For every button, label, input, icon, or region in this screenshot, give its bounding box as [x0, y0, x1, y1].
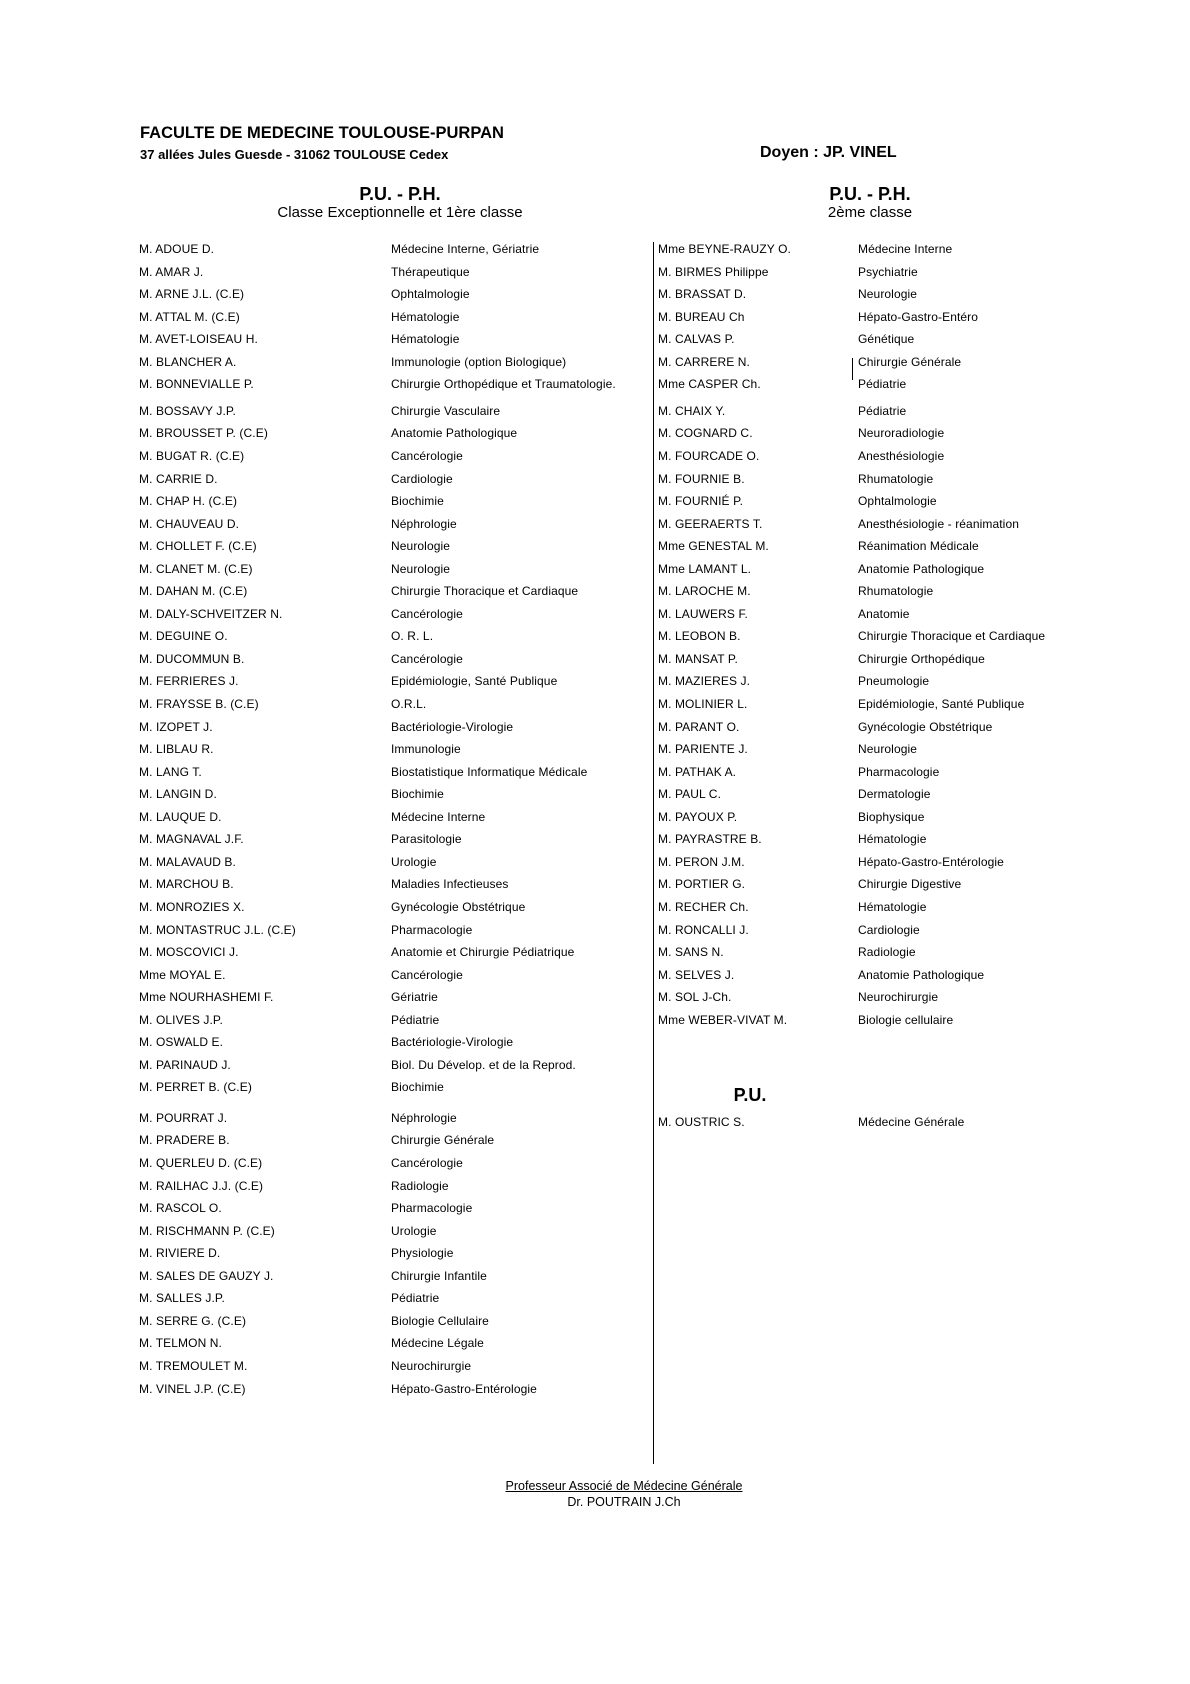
- staff-specialty: Psychiatrie: [858, 265, 918, 279]
- staff-row: [658, 966, 1078, 984]
- staff-specialty: Néphrologie: [391, 1111, 457, 1125]
- staff-specialty: Radiologie: [858, 945, 916, 959]
- staff-name: M. DEGUINE O.: [139, 629, 228, 643]
- staff-row: [139, 560, 649, 578]
- staff-name: Mme BEYNE-RAUZY O.: [658, 242, 791, 256]
- staff-name: M. FOURCADE O.: [658, 449, 760, 463]
- staff-name: M. BOSSAVY J.P.: [139, 404, 236, 418]
- staff-name: M. GEERAERTS T.: [658, 517, 763, 531]
- staff-specialty: Cancérologie: [391, 607, 463, 621]
- staff-name: M. LAUQUE D.: [139, 810, 222, 824]
- staff-specialty: Bactériologie-Virologie: [391, 720, 514, 734]
- staff-specialty: Anatomie Pathologique: [858, 968, 985, 982]
- staff-specialty: Médecine Interne: [858, 242, 953, 256]
- staff-name: M. SALES DE GAUZY J.: [139, 1269, 274, 1283]
- staff-specialty: Neurochirurgie: [858, 990, 939, 1004]
- staff-specialty: Thérapeutique: [391, 265, 470, 279]
- staff-specialty: Immunologie: [391, 742, 461, 756]
- staff-row: [658, 470, 1078, 488]
- staff-name: M. ADOUE D.: [139, 242, 215, 256]
- staff-specialty: Maladies Infectieuses: [391, 877, 509, 891]
- staff-name: M. PARANT O.: [658, 720, 740, 734]
- staff-name: M. MONTASTRUC J.L. (C.E): [139, 923, 296, 937]
- staff-row: [139, 537, 649, 555]
- staff-row: [139, 1033, 649, 1051]
- staff-row: [139, 988, 649, 1006]
- staff-specialty: Anatomie Pathologique: [858, 562, 985, 576]
- staff-name: Mme NOURHASHEMI F.: [139, 990, 274, 1004]
- staff-specialty: Neurologie: [391, 539, 451, 553]
- staff-specialty: Pédiatrie: [858, 404, 907, 418]
- staff-row: [658, 695, 1078, 713]
- staff-name: M. CALVAS P.: [658, 332, 735, 346]
- staff-name: M. MARCHOU B.: [139, 877, 234, 891]
- staff-row: [658, 853, 1078, 871]
- staff-row: [139, 375, 649, 393]
- staff-name: M. MAGNAVAL J.F.: [139, 832, 244, 846]
- staff-specialty: Pharmacologie: [391, 923, 473, 937]
- staff-name: M. BROUSSET P. (C.E): [139, 426, 268, 440]
- pu-section-title: P.U.: [733, 1085, 767, 1105]
- staff-name: M. CLANET M. (C.E): [139, 562, 253, 576]
- staff-row: [139, 1011, 649, 1029]
- staff-specialty: Pédiatrie: [858, 377, 907, 391]
- staff-specialty: Médecine Générale: [858, 1115, 965, 1129]
- staff-name: M. CARRERE N.: [658, 355, 750, 369]
- staff-name: M. MAZIERES J.: [658, 674, 751, 688]
- staff-row: [139, 1312, 649, 1330]
- staff-specialty: Biologie cellulaire: [858, 1013, 954, 1027]
- staff-specialty: Réanimation Médicale: [858, 539, 979, 553]
- footer-title: Professeur Associé de Médecine Générale: [505, 1479, 743, 1493]
- staff-specialty: Biochimie: [391, 494, 444, 508]
- staff-row: [658, 898, 1078, 916]
- faculty-address: 37 allées Jules Guesde - 31062 TOULOUSE Cedex: [140, 147, 449, 162]
- staff-specialty: Néphrologie: [391, 517, 457, 531]
- staff-specialty: Génétique: [858, 332, 915, 346]
- staff-row: [139, 263, 649, 281]
- staff-specialty: Biochimie: [391, 1080, 444, 1094]
- staff-specialty: Gériatrie: [391, 990, 438, 1004]
- staff-row: [658, 263, 1078, 281]
- staff-specialty: Urologie: [391, 855, 437, 869]
- staff-specialty: Anesthésiologie - réanimation: [858, 517, 1019, 531]
- staff-specialty: Cancérologie: [391, 1156, 463, 1170]
- staff-row: [139, 672, 649, 690]
- staff-row: [658, 285, 1078, 303]
- staff-row: [139, 605, 649, 623]
- staff-name: M. CHAP H. (C.E): [139, 494, 238, 508]
- staff-specialty: O.R.L.: [391, 697, 427, 711]
- staff-row: [658, 740, 1078, 758]
- staff-row: [139, 943, 649, 961]
- staff-specialty: Cancérologie: [391, 449, 463, 463]
- staff-specialty: Anatomie Pathologique: [391, 426, 518, 440]
- staff-row: [658, 808, 1078, 826]
- staff-row: [658, 515, 1078, 533]
- staff-specialty: Hépato-Gastro-Entérologie: [391, 1382, 537, 1396]
- staff-name: M. SERRE G. (C.E): [139, 1314, 247, 1328]
- staff-name: M. BLANCHER A.: [139, 355, 237, 369]
- staff-row: [139, 718, 649, 736]
- staff-specialty: Chirurgie Infantile: [391, 1269, 487, 1283]
- staff-name: M. MOLINIER L.: [658, 697, 748, 711]
- staff-specialty: Chirurgie Orthopédique: [858, 652, 985, 666]
- staff-name: M. VINEL J.P. (C.E): [139, 1382, 246, 1396]
- staff-row: [139, 330, 649, 348]
- staff-name: M. FOURNIE B.: [658, 472, 745, 486]
- staff-specialty: Immunologie (option Biologique): [391, 355, 567, 369]
- staff-row: [658, 240, 1078, 258]
- staff-name: M. DAHAN M. (C.E): [139, 584, 248, 598]
- staff-specialty: Biol. Du Dévelop. et de la Reprod.: [391, 1058, 576, 1072]
- staff-specialty: Epidémiologie, Santé Publique: [858, 697, 1025, 711]
- staff-row: [658, 763, 1078, 781]
- staff-name: M. PATHAK A.: [658, 765, 737, 779]
- staff-row: [658, 492, 1078, 510]
- staff-name: M. RECHER Ch.: [658, 900, 749, 914]
- staff-row: [139, 1056, 649, 1074]
- staff-name: Mme LAMANT L.: [658, 562, 752, 576]
- staff-name: M. MANSAT P.: [658, 652, 738, 666]
- staff-specialty: Pédiatrie: [391, 1291, 440, 1305]
- staff-row: [139, 1078, 649, 1096]
- staff-row: [139, 492, 649, 510]
- staff-row: [139, 1244, 649, 1262]
- staff-specialty: Chirurgie Thoracique et Cardiaque: [391, 584, 579, 598]
- staff-specialty: Neurochirurgie: [391, 1359, 472, 1373]
- staff-row: [139, 1357, 649, 1375]
- dean-name: Doyen : JP. VINEL: [760, 144, 897, 161]
- staff-row: [139, 1222, 649, 1240]
- staff-row: [658, 943, 1078, 961]
- staff-name: M. PRADERE B.: [139, 1133, 230, 1147]
- staff-row: [139, 740, 649, 758]
- staff-row: [658, 447, 1078, 465]
- staff-row: [139, 875, 649, 893]
- staff-specialty: Pédiatrie: [391, 1013, 440, 1027]
- staff-name: M. SELVES J.: [658, 968, 735, 982]
- text-cursor-mark: [852, 358, 853, 380]
- staff-row: [139, 830, 649, 848]
- staff-specialty: Biologie Cellulaire: [391, 1314, 489, 1328]
- staff-specialty: Rhumatologie: [858, 472, 934, 486]
- staff-name: M. PARIENTE J.: [658, 742, 748, 756]
- staff-name: M. SANS N.: [658, 945, 724, 959]
- staff-name: M. TELMON N.: [139, 1336, 222, 1350]
- staff-specialty: Hépato-Gastro-Entéro: [858, 310, 979, 324]
- staff-name: M. MALAVAUD B.: [139, 855, 236, 869]
- staff-name: M. SALLES J.P.: [139, 1291, 225, 1305]
- staff-name: M. PAUL C.: [658, 787, 722, 801]
- staff-specialty: Anesthésiologie: [858, 449, 945, 463]
- staff-specialty: Cancérologie: [391, 968, 463, 982]
- staff-specialty: Chirurgie Thoracique et Cardiaque: [858, 629, 1046, 643]
- staff-specialty: Neurologie: [391, 562, 451, 576]
- staff-name: M. OUSTRIC S.: [658, 1115, 745, 1129]
- staff-name: M. OSWALD E.: [139, 1035, 224, 1049]
- staff-name: M. BIRMES Philippe: [658, 265, 769, 279]
- staff-specialty: Chirurgie Vasculaire: [391, 404, 501, 418]
- staff-specialty: Médecine Interne: [391, 810, 486, 824]
- staff-name: M. BUGAT R. (C.E): [139, 449, 245, 463]
- staff-row: [658, 424, 1078, 442]
- staff-name: M. PAYRASTRE B.: [658, 832, 762, 846]
- staff-row: [139, 1289, 649, 1307]
- staff-specialty: Rhumatologie: [858, 584, 934, 598]
- staff-specialty: Bactériologie-Virologie: [391, 1035, 514, 1049]
- staff-name: M. RISCHMANN P. (C.E): [139, 1224, 275, 1238]
- staff-row: [658, 830, 1078, 848]
- staff-specialty: Cardiologie: [858, 923, 920, 937]
- staff-name: M. DALY-SCHVEITZER N.: [139, 607, 283, 621]
- staff-name: M. PARINAUD J.: [139, 1058, 231, 1072]
- staff-row: [658, 1113, 1078, 1131]
- staff-name: M. POURRAT J.: [139, 1111, 228, 1125]
- staff-name: M. RASCOL O.: [139, 1201, 222, 1215]
- staff-name: M. SOL J-Ch.: [658, 990, 732, 1004]
- staff-specialty: Ophtalmologie: [858, 494, 937, 508]
- staff-name: M. LANG T.: [139, 765, 202, 779]
- staff-name: M. LEOBON B.: [658, 629, 741, 643]
- staff-specialty: Gynécologie Obstétrique: [391, 900, 526, 914]
- staff-row: [139, 650, 649, 668]
- staff-row: [139, 308, 649, 326]
- staff-row: [139, 447, 649, 465]
- staff-name: Mme MOYAL E.: [139, 968, 226, 982]
- staff-row: [658, 375, 1078, 393]
- staff-row: [139, 785, 649, 803]
- staff-specialty: Physiologie: [391, 1246, 454, 1260]
- staff-name: M. BUREAU Ch: [658, 310, 745, 324]
- staff-row: [658, 353, 1078, 371]
- staff-specialty: Neuroradiologie: [858, 426, 945, 440]
- staff-name: M. LIBLAU R.: [139, 742, 214, 756]
- staff-row: [139, 966, 649, 984]
- staff-row: [658, 330, 1078, 348]
- staff-row: [658, 627, 1078, 645]
- staff-specialty: Dermatologie: [858, 787, 931, 801]
- staff-row: [139, 763, 649, 781]
- staff-specialty: Hématologie: [391, 332, 460, 346]
- staff-row: [139, 898, 649, 916]
- staff-specialty: Neurologie: [858, 742, 918, 756]
- left-section-title: P.U. - P.H.: [359, 184, 441, 204]
- staff-row: [658, 672, 1078, 690]
- staff-specialty: Biostatistique Informatique Médicale: [391, 765, 588, 779]
- staff-specialty: Hématologie: [391, 310, 460, 324]
- staff-specialty: Gynécologie Obstétrique: [858, 720, 993, 734]
- right-section-subtitle: 2ème classe: [827, 204, 913, 221]
- staff-row: [139, 240, 649, 258]
- faculty-title: FACULTE DE MEDECINE TOULOUSE-PURPAN: [140, 124, 504, 142]
- staff-name: M. FRAYSSE B. (C.E): [139, 697, 259, 711]
- staff-row: [658, 875, 1078, 893]
- staff-name: M. OLIVES J.P.: [139, 1013, 223, 1027]
- staff-specialty: Pharmacologie: [391, 1201, 473, 1215]
- staff-row: [658, 308, 1078, 326]
- staff-name: M. LAROCHE M.: [658, 584, 751, 598]
- staff-name: M. QUERLEU D. (C.E): [139, 1156, 263, 1170]
- staff-row: [139, 1334, 649, 1352]
- staff-name: M. TREMOULET M.: [139, 1359, 248, 1373]
- staff-row: [139, 1131, 649, 1149]
- staff-row: [658, 605, 1078, 623]
- staff-name: M. ARNE J.L. (C.E): [139, 287, 245, 301]
- staff-row: [139, 1380, 649, 1398]
- staff-name: Mme GENESTAL M.: [658, 539, 769, 553]
- staff-row: [658, 650, 1078, 668]
- staff-row: [139, 424, 649, 442]
- staff-specialty: Radiologie: [391, 1179, 449, 1193]
- staff-name: M. FERRIERES J.: [139, 674, 239, 688]
- staff-specialty: Chirurgie Digestive: [858, 877, 962, 891]
- staff-name: M. COGNARD C.: [658, 426, 753, 440]
- staff-name: M. PORTIER G.: [658, 877, 746, 891]
- staff-name: M. RAILHAC J.J. (C.E): [139, 1179, 264, 1193]
- staff-row: [139, 921, 649, 939]
- staff-specialty: Urologie: [391, 1224, 437, 1238]
- staff-name: M. LANGIN D.: [139, 787, 217, 801]
- staff-row: [658, 537, 1078, 555]
- staff-specialty: Ophtalmologie: [391, 287, 470, 301]
- staff-name: M. ATTAL M. (C.E): [139, 310, 240, 324]
- staff-name: M. PAYOUX P.: [658, 810, 738, 824]
- staff-specialty: Parasitologie: [391, 832, 462, 846]
- staff-specialty: Neurologie: [858, 287, 918, 301]
- staff-name: M. BONNEVIALLE P.: [139, 377, 254, 391]
- staff-name: M. FOURNIÉ P.: [658, 494, 744, 508]
- staff-name: M. CHOLLET F. (C.E): [139, 539, 257, 553]
- staff-specialty: Chirurgie Générale: [858, 355, 962, 369]
- staff-name: Mme CASPER Ch.: [658, 377, 761, 391]
- staff-name: M. MONROZIES X.: [139, 900, 245, 914]
- staff-name: M. IZOPET J.: [139, 720, 213, 734]
- staff-name: M. RIVIERE D.: [139, 1246, 221, 1260]
- staff-specialty: Biochimie: [391, 787, 444, 801]
- staff-specialty: Cancérologie: [391, 652, 463, 666]
- staff-name: Mme WEBER-VIVAT M.: [658, 1013, 788, 1027]
- staff-row: [139, 1199, 649, 1217]
- staff-name: M. LAUWERS F.: [658, 607, 748, 621]
- right-section-title: P.U. - P.H.: [829, 184, 911, 204]
- staff-row: [658, 1011, 1078, 1029]
- staff-specialty: Anatomie: [858, 607, 910, 621]
- staff-row: [658, 402, 1078, 420]
- staff-name: M. DUCOMMUN B.: [139, 652, 245, 666]
- staff-specialty: Hépato-Gastro-Entérologie: [858, 855, 1004, 869]
- staff-row: [139, 695, 649, 713]
- footer-name: Dr. POUTRAIN J.Ch: [567, 1495, 681, 1509]
- staff-specialty: Cardiologie: [391, 472, 453, 486]
- staff-row: [658, 921, 1078, 939]
- staff-name: M. PERON J.M.: [658, 855, 745, 869]
- staff-row: [139, 402, 649, 420]
- column-divider: [653, 242, 654, 1464]
- staff-specialty: Hématologie: [858, 900, 927, 914]
- staff-row: [139, 285, 649, 303]
- staff-row: [658, 560, 1078, 578]
- staff-specialty: Médecine Légale: [391, 1336, 484, 1350]
- staff-row: [139, 515, 649, 533]
- staff-name: M. MOSCOVICI J.: [139, 945, 239, 959]
- staff-specialty: Pharmacologie: [858, 765, 940, 779]
- staff-row: [139, 808, 649, 826]
- staff-name: M. CHAUVEAU D.: [139, 517, 240, 531]
- staff-name: M. PERRET B. (C.E): [139, 1080, 252, 1094]
- staff-row: [139, 627, 649, 645]
- staff-specialty: O. R. L.: [391, 629, 434, 643]
- staff-specialty: Pneumologie: [858, 674, 930, 688]
- staff-specialty: Hématologie: [858, 832, 927, 846]
- staff-name: M. AMAR J.: [139, 265, 204, 279]
- staff-row: [139, 1177, 649, 1195]
- staff-row: [658, 582, 1078, 600]
- staff-specialty: Biophysique: [858, 810, 925, 824]
- staff-specialty: Anatomie et Chirurgie Pédiatrique: [391, 945, 575, 959]
- staff-row: [139, 582, 649, 600]
- staff-name: M. RONCALLI J.: [658, 923, 749, 937]
- staff-specialty: Epidémiologie, Santé Publique: [391, 674, 558, 688]
- staff-name: M. CHAIX Y.: [658, 404, 726, 418]
- staff-name: M. BRASSAT D.: [658, 287, 747, 301]
- staff-name: M. AVET-LOISEAU H.: [139, 332, 258, 346]
- staff-row: [139, 353, 649, 371]
- left-section-subtitle: Classe Exceptionnelle et 1ère classe: [277, 204, 523, 221]
- staff-specialty: Chirurgie Orthopédique et Traumatologie.: [391, 377, 616, 391]
- staff-row: [658, 785, 1078, 803]
- staff-row: [658, 988, 1078, 1006]
- staff-row: [658, 718, 1078, 736]
- staff-specialty: Médecine Interne, Gériatrie: [391, 242, 540, 256]
- staff-row: [139, 470, 649, 488]
- staff-row: [139, 1109, 649, 1127]
- staff-row: [139, 1267, 649, 1285]
- staff-specialty: Chirurgie Générale: [391, 1133, 495, 1147]
- staff-name: M. CARRIE D.: [139, 472, 218, 486]
- staff-row: [139, 853, 649, 871]
- staff-row: [139, 1154, 649, 1172]
